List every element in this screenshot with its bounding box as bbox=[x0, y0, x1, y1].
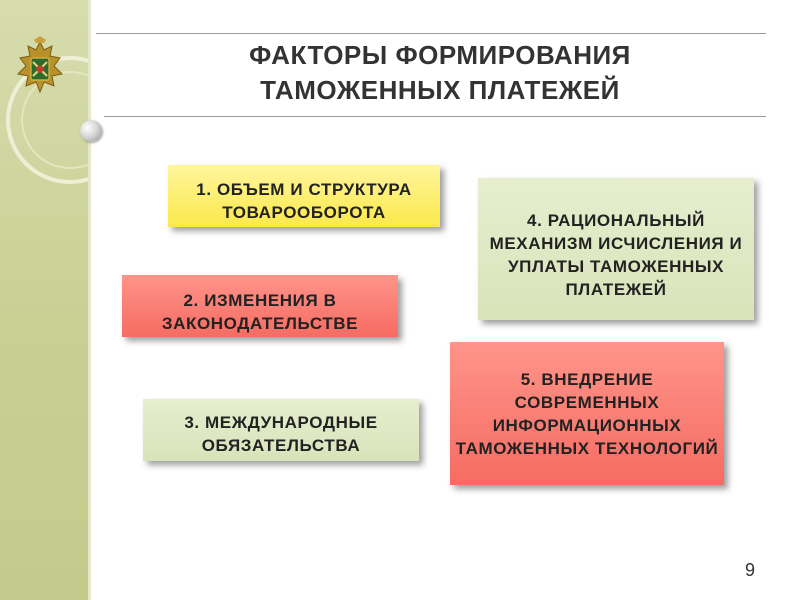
factor-card-3 bbox=[143, 399, 419, 461]
factor-card-4-text: 4. РАЦИОНАЛЬНЫЙ МЕХАНИЗМ ИСЧИСЛЕНИЯ И УПЛАТЫ ТАМОЖЕННЫХ ПЛАТЕЖЕЙ bbox=[489, 211, 743, 299]
factor-card-5-text: 5. ВНЕДРЕНИЕ СОВРЕМЕННЫХ ИНФОРМАЦИОННЫХ ТАМОЖЕННЫХ ТЕХНОЛОГИЙ bbox=[455, 369, 719, 458]
customs-emblem-icon bbox=[14, 36, 66, 102]
slide-title bbox=[150, 38, 730, 108]
factor-card-5 bbox=[450, 342, 724, 485]
title-rule-bottom bbox=[104, 116, 766, 117]
factor-card-1 bbox=[168, 165, 440, 227]
title-line-1: ФАКТОРЫ ФОРМИРОВАНИЯ bbox=[249, 40, 631, 70]
factor-card-1-text: 1. ОБЪЕМ И СТРУКТУРА ТОВАРООБОРОТА bbox=[196, 180, 412, 222]
title-line-2: ТАМОЖЕННЫХ ПЛАТЕЖЕЙ bbox=[260, 75, 620, 105]
factor-card-3-text: 3. МЕЖДУНАРОДНЫЕ ОБЯЗАТЕЛЬСТВА bbox=[184, 413, 378, 455]
left-decorative-strip bbox=[0, 0, 88, 600]
factor-card-4 bbox=[478, 178, 754, 320]
strip-edge bbox=[88, 0, 91, 600]
factor-card-2-text: 2. ИЗМЕНЕНИЯ В ЗАКОНОДАТЕЛЬСТВЕ bbox=[161, 291, 359, 333]
factor-card-2 bbox=[122, 275, 398, 337]
title-rule-top bbox=[96, 33, 766, 34]
decorative-ball-icon bbox=[80, 120, 102, 142]
page-number: 9 bbox=[745, 560, 756, 580]
